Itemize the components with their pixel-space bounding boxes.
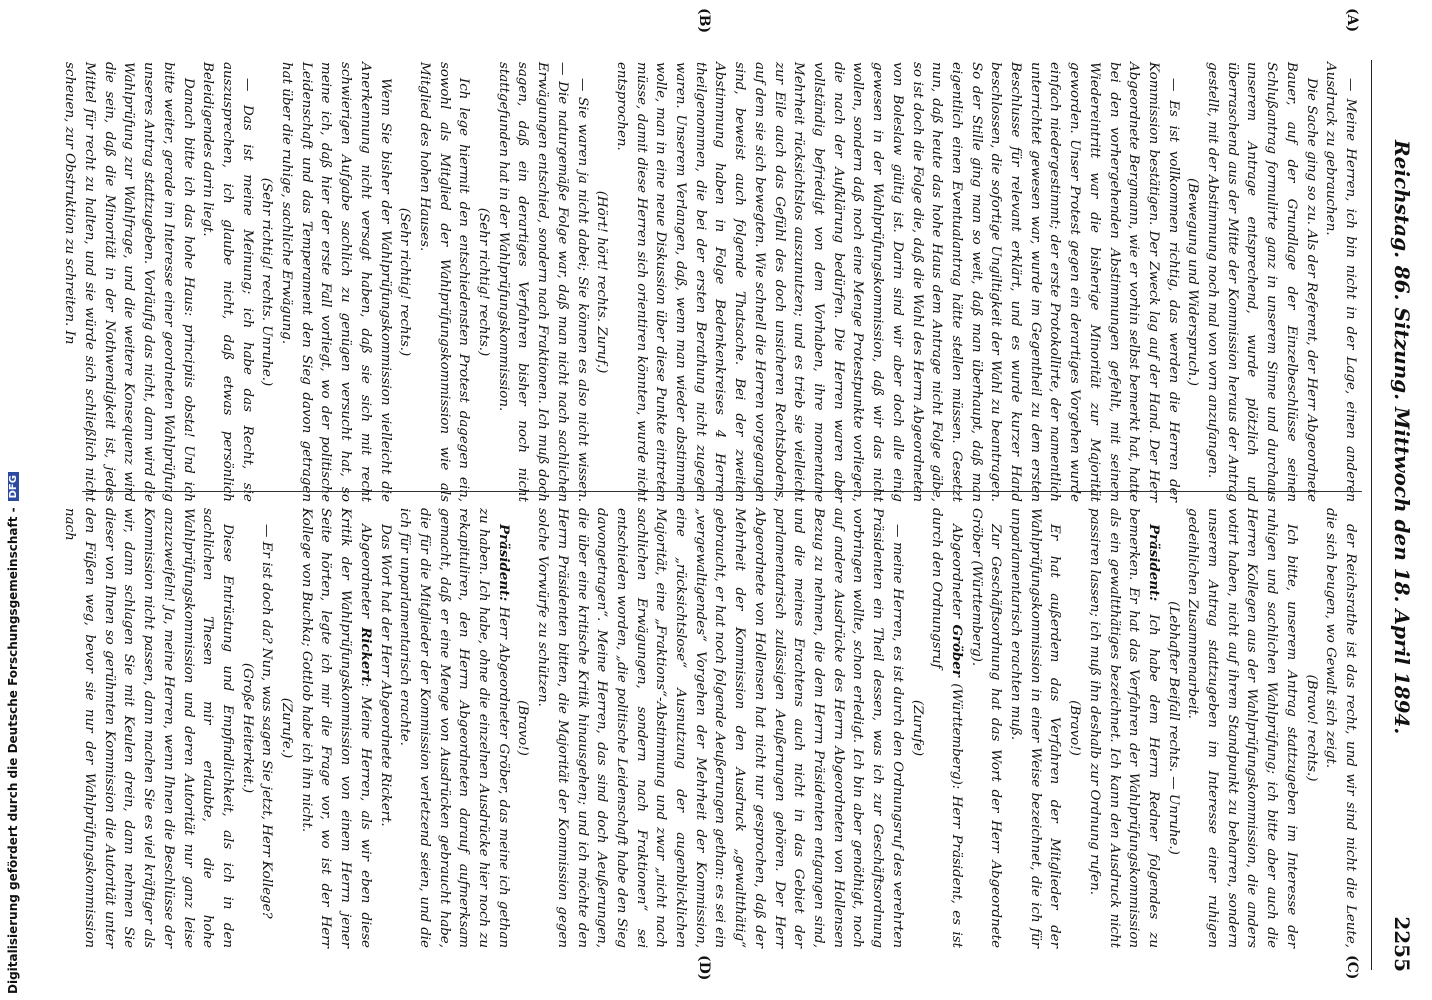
paragraph: — Er ist doch da? Nun, was sagen Sie jetzt, Herr Kollege? — [259, 524, 275, 919]
paragraph: Präsident: Herr Abgeordneter Gröber, das meine ich gethan zu haben. Ich habe, ohne die einzelnen Ausdrücke hier noch zu rekapituliren, den Herrn Abgeordneten darauf aufmerksam gemacht, daß er eine Menge von Ausdrücken gebraucht habe, die für die Mitglieder der Kommission verletzend seien, und die ich für unparlamentarisch erachte. — [397, 508, 512, 948]
column-divider — [82, 491, 1362, 492]
page-number: 2255 — [1390, 916, 1414, 972]
footer-text: Digitalisierung gefördert durch die Deutsche Forschungsgemeinschaft - — [6, 507, 20, 994]
paragraph: Ich lege hiermit den entschiedensten Protest dagegen ein, sowohl als Mitglied der Wahlprüfungskommission wie als Mitglied des hohen Hauses. — [416, 62, 472, 502]
paragraph: — Sie waren ja nicht dabei; Sie können es also nicht wissen. — Die naturgemäße Folge war, daß man nicht nach sachlichen Erwägungen entschied, sondern nach Fraktionen. Ich muß doch sagen, daß ein derartiges Verfahren bisher noch nicht stattgefunden hat in der Wahlprüfungskommission. — [495, 62, 590, 502]
paragraph: Die Sache ging so zu. Als der Referent, der Herr Abgeordnete Bauer, auf der Grundlage der Einzelbeschlüsse seinen Schlußantrag formulirte ganz in unserem Sinne und durchaus unserem Antrage entsprechend, wurde plötzlich und überraschend aus der Mitte der Kommission heraus der Antrag gestellt, mit der Abstimmung noch mal von vorn anzufangen. — [1205, 62, 1319, 502]
paragraph: Das Wort hat der Herr Abgeordnete Rickert. — [377, 524, 393, 827]
stage-direction: (Zurufe.) — [279, 697, 295, 759]
paragraph: Diese Entrüstung und Empfindlichkeit, als ich in den sachlichen Thesen mir erlaubte, die hohe Wahlprüfungskommission und deren Autorität nur ganz leise anzuzweifeln! Ja, meine Herren, wenn Ihnen die Beschlüsse der Kommission nicht passen, dann machen Sie es viel kräftiger als wir, dann schlagen Sie mit Keulen drein, dann nehmen Sie dieser von Ihnen so gerühmten Kommission die Autorität unter den Füßen weg, bevor sie nur der Wahlprüfungskommission nach — [62, 508, 235, 948]
paragraph: Wenn Sie bisher der Wahlprüfungskommission vielleicht die Anerkennung nicht versagt haben, daß sie sich mit recht schwierigen Aufgabe sachlich zu genügen versucht hat, so meine ich, daß hier der erste Fall vorliegt, wo der politische Leidenschaft und das Temperament den Sieg davon getragen hat über die ruhige, sachliche Erwägung. — [279, 62, 393, 502]
header-center: 86. Sitzung. Mittwoch den 18. April 1894. — [1390, 265, 1414, 735]
margin-mark-c: (C) — [1344, 955, 1360, 980]
paragraph: Danach bitte ich das hohe Haus: principiis obsta! Und ich bitte weiter, gerade im Interesse einer geordneten Wahlprüfung unseres Antrag stattzugeben. Vorläufig das nicht, dann wird die Wahlprüfung zur Wahlfrage, und die weitere Konsequenz wird die sein, daß die Minorität in der Nothwendigkeit ist, jedes Mittel für recht zu halten, und sie würde sich schließlich nicht scheuen, zur Obstruktion zu schreiten. In — [62, 62, 196, 502]
paragraph: — Es ist vollkommen richtig, das werden die Herren der Kommission bestätigen. Der Zweck lag auf der Hand. Der Herr Abgeordnete Bergmann, wie er vorhin selbst bemerkt hat, hatte bei den vorhergehenden Abstimmungen gefehlt, mit seinem Wiedereintritt war die bisherige Minorität zur Majorität geworden. Unser Protest gegen ein derartiges Vorgehen wurde einfach niedergestimmt; der erste Protokollirte, der namentlich unterrichtet gewesen war, wurde im Gegentheil zu dem ersten Beschlusse für relevant erklärt, und es wurde kurzer Hand beschlossen, die sofortige Ungiltigkeit der Wahl zu beantragen. So der Stille ging man so weit, daß man überhaupt, daß man eigentlich einen Eventualantrag hätte stellen müssen. Gesetzt nun, daß heute das hohe Haus dem Antrage nicht Folge gäbe, so ist doch die Folge die, daß die Wahl des Herrn Abgeordneten von Boleslaw gültig ist. Darin sind wir aber doch alle einig gewesen in der Wahlprüfungskommission, daß wir das nicht wollen, sondern daß noch eine Menge Protestpunkte vorliegen, die nach der Aufklärung bedürfen. Die Herren waren aber vollständig befriedigt von dem Vorhaben, ihre momentane Mehrheit rücksichtslos auszunutzen; und es trieb sie vielleicht zur Eile auch das Gefühl des doch unsicheren Rechtsbodens, auf dem sie sich bewegten. Wie schnell die Herren vorgegangen sind, beweist auch folgende Thatsache. Bei der zweiten Abstimmung haben in Folge Bedenkenkreises 4 Herren theilgenommen, die bei der ersten Berathung nicht zugegen waren. Unserem Verlangen, daß, wenn man wieder abstimmen wolle, man in eine neue Diskussion über diese Punkte eintreten müsse, damit diese Herren sich orientiren könnten, wurde nicht entsprochen. — [613, 62, 1181, 502]
header-rule — [1371, 60, 1372, 970]
paragraph: — Das ist meine Meinung; ich habe das Recht, sie auszusprechen, ich glaube nicht, daß etwas persönlich Beleidigendes darin liegt. — [200, 62, 255, 502]
stage-direction: (Bewegung und Widerspruch.) — [1185, 178, 1201, 386]
left-text-column — [62, 62, 1360, 502]
footer-credit — [6, 472, 20, 994]
page-header — [1380, 20, 1420, 980]
stage-direction: (Große Heiterkeit.) — [239, 662, 255, 794]
stage-direction: (Bravo! rechts.) — [1303, 674, 1319, 782]
paragraph: Präsident: Ich habe dem Herrn Redner folgendes zu bemerken. Er hat das Verfahren der Wahlprüfungskommission als ein gewaltthätiges bezeichnet. Ich kann den Ausdruck nicht passiren lassen; ich muß ihn deshalb zur Ordnung rufen. — [1086, 508, 1162, 948]
stage-direction: (Sehr richtig! rechts.) — [476, 207, 492, 357]
stage-direction: (Lebhafter Beifall rechts. — Unruhe.) — [1165, 601, 1181, 855]
dfg-logo: DFG — [8, 472, 19, 501]
stage-direction: (Zurufe) — [909, 699, 925, 757]
stage-direction: (Sehr richtig! rechts.) — [397, 207, 413, 357]
paragraph: Abgeordneter Gröber (Württemberg): Herr Präsident, es ist durch den Ordnungsruf — [929, 508, 965, 948]
margin-mark-b: (B) — [696, 8, 712, 34]
paragraph: Er hat außerdem das Verfahren der Mitglieder der Wahlprüfungskommission in einer Weise bezeichnet, die ich für unparlamentarisch erachten muß. — [1008, 508, 1063, 948]
margin-mark-d: (D) — [696, 955, 712, 981]
paragraph: Zur Geschäftsordnung hat das Wort der Herr Abgeordnete Gröber (Württemberg). — [968, 508, 1004, 948]
paragraph: — Meine Herren, ich bin nicht in der Lage, einen anderen Ausdruck zu gebrauchen. — [1323, 62, 1358, 502]
stage-direction: (Bravo!) — [515, 700, 531, 756]
stage-direction: (Sehr richtig! rechts. Unruhe.) — [259, 177, 275, 387]
stage-direction: (Bravo!) — [1067, 700, 1083, 756]
margin-mark-a: (A) — [1344, 8, 1360, 33]
paragraph: Abgeordneter Rickert: Meine Herren, als wir eben diese Kritik der Wahlprüfungskommission von einem Herrn jener Seite hörten, legte ich mir die Frage vor, wo ist der Herr Kollege von Buchka; Gottlob habe ich ihn nicht. — [298, 508, 374, 948]
paragraph: der Reichsrathe ist das recht, und wir sind nicht die Leute, die sich beugen, wo Gewalt sich zeigt. — [1323, 508, 1358, 948]
paragraph: — meine Herren, es ist durch den Ordnungsruf des verehrten Präsidenten ein Theil dessen, was ich zur Geschäftsordnung vorbringen wollte, schon erledigt. Ich bin aber genöthigt, noch auf andere Ausdrücke des Herrn Abgeordneten von Hollensen Bezug zu nehmen, die dem Herrn Präsidenten entgangen sind, und die meines Erachtens auch nicht in das Gebiet der parlamentarisch zulässigen Aeußerungen gehören. Der Herr Abgeordnete von Hollensen hat nicht nur gesprochen, daß der Mehrheit der Kommission den Ausdruck „gewaltthätig“ gebraucht, er hat noch folgende Aeußerungen gethan: es sei ein „vergewaltigendes“ Vorgehen der Mehrheit der Kommission, eine „rücksichtslose“ Ausnutzung der augenblicklichen Majorität, eine „Fraktions“-Abstimmung und zwar „nicht nach sachlichen Erwägungen, sondern nach Fraktionen“ sei entschieden worden, „die politische Leidenschaft habe den Sieg davongetragen“. Meine Herren, das sind doch Aeußerungen, die über eine kritische Kritik hinausgehen; und ich möchte den Herrn Präsidenten bitten, die Majorität der Kommission gegen solche Vorwürfe zu schützen. — [535, 508, 905, 948]
paragraph: Ich bitte, unserem Antrag stattzugeben im Interesse der ruhigen und sachlichen Wahlprüfung; ich bitte aber auch die Herren Kollegen aus der Wahlprüfungskommission, die anders votirt haben, nicht auf ihrem Standpunkt zu beharren, sondern unserem Antrag stattzugeben im Interesse einer ruhigen gedeihlichen Zusammenarbeit. — [1185, 508, 1299, 948]
right-text-column — [62, 508, 1360, 948]
header-left: Reichstag. — [1390, 140, 1414, 259]
stage-direction: (Hört! hört! rechts. Zuruf.) — [594, 190, 610, 374]
